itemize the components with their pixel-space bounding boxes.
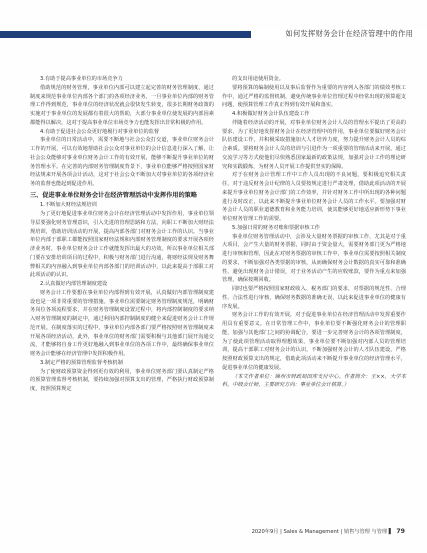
paragraph: 对于在财务会计管理工作中工作人员出现的不良问题，要积极追究相关责任，对于违反财务会计纪律的人员要按规定进行严肃处理，借助此项活动的开展来提升事业单位财务会计部门的工作效率，并针对财务工作中所出现的各种问题进行及时改正，以此来不断提升事业单位财务会计人员的工作水平。要加强对财务会计人员的职业道德教育和业务能力培训，使其能够更好地适应新形势下事业单位财务管理工作的需要。 [222, 172, 406, 222]
paragraph: 为了使财政预算资金得到更有效的利用，事业单位财务部门要认真制定严格的预算管理监督考核机制，要持续加强对预算支出的管理，严格执行财政预算制度，按照预算规定 [30, 368, 214, 392]
footer-journal-cn: 销售与管理 [343, 529, 370, 535]
section-heading: 三、促进事业单位财务会计在经济管理活动中发挥作用的策略 [30, 191, 198, 199]
paragraph: 的支出用途使用资金。 [232, 76, 284, 82]
right-column [222, 75, 406, 390]
page-number: 79 [396, 528, 405, 535]
paragraph: 3.有助于提高事业单位的市场竞争力 [40, 76, 123, 82]
paragraph: 同时也要严格按照国家财政收入、税务部门的要求，对票据的规范性、合理性、合法性进行审核，确保财务数据的准确无误，以此来促进事业单位的健康有序发展。 [222, 286, 406, 310]
running-title: 如何发挥财务会计在经济管理中的作用 [285, 29, 413, 38]
left-column [30, 75, 214, 394]
paragraph: 4.积极做好财务会计队伍建设工作 [232, 111, 310, 117]
paragraph: 要将预算的编制使用以及事后监督作为重要的内容列入各部门的绩效考核工作中，通过严格的监督机制，避免传统事业单位管理过程中经常出现的预算超支问题，使预算管理工作真正得到有效开展和落实。 [222, 84, 406, 109]
paragraph: 5.加强日常的财务对账和票据审核工作 [232, 224, 320, 231]
paragraph: 为了更好地促进事业单位财务会计在经济管理活动中发挥作用，事业单位领导层要强化财务管理意识，引入先进的管理思路和方法，向职工不断加大财经法规培训，借助培训活动的开展，提高内部各部门对财务会计工作的认识。当事业单位内部于部职工都能按照国家财经法规和内部财务管理制度的要求开展各项经济业务时，事业单位财务会计工作就能发挥出最大的功效。所以事业单位相关部门要在安排培训项目的过程中，积极与财务部门进行沟通，将财经法规及财务舞弊相关的内容融入到事业单位内部各部门的培训活动中，以此来提高于部职工对此项活动的认识。 [30, 211, 214, 279]
page-header [0, 0, 427, 46]
paragraph: 借助规范的财务管理，事业单位内部可以建立起完善的财务管理制度，通过制度来规范事业单位内部各个部门的各项经济业务，一旦事业单位内部的财务管理工作得到规范，事业单位的经济状况就会很快发生转变，很多长期财务政策的实施对于事业单位的发展都有着很大的帮助，大部分事业单位使发展的内部因素都能得以解决，这对于提高事业单位市场竞争力也能发挥出非常积极的作用。 [30, 84, 214, 126]
footer-issue: 2020年9月 [251, 529, 279, 535]
paragraph: 伴随着经济活动的开展，对事业单位财务会计人员的管理水平提出了更高的要求，为了更好地发挥财务会计在经济管理中的作用，事业单位要做好财务会计队伍建设工作，并积极采取措施加大人才培养力度，努力提升财务会计人员的综合素质。要将财务会计人员的培训与引进作为一项重要的管理活动来开展，通过交流学习等方式使他们尽快熟悉国家最新的政策法规，加强对会计工作的理论研究和实践锻炼，为财务人员开展工作提供坚实的保障。 [222, 119, 406, 170]
paragraph: 财务会计工作的有效开展，对于促进事业单位在经济管理活动中发挥重要作用具有重要意义。在日常管理工作中，事业单位要不断强化财务会计的管理职能，加强与其他部门之间的协调配合，要进一步完善财务会计的各项管理制度，为了使此项管理活动取得理想效果，事业单位要不断加强对内部人员的管理培训，提高干部职工对财务会计的认识，不断加强财务会计的人才队伍建设，严格按照财政预算支出的规定，借助此项活动来不断提升事业单位的经济管理水平，促进事业单位的健康发展。 [222, 312, 406, 371]
page-footer [252, 528, 405, 536]
footer-sep-2: | [340, 529, 343, 535]
author-note: （本文作者单位：锦州市财政局国库支付中心。作者简介：王××，大学本科，中级会计师，主要研究方向：事业单位会计核算。） [222, 373, 406, 389]
footer-sep-3: 与管理 ▌ [371, 529, 393, 535]
paragraph: 2.认真做好内部管理制度建设 [40, 281, 108, 287]
paragraph: 1.不断加大财经法规培训 [40, 202, 97, 209]
footer-sep-1: | [280, 529, 282, 535]
paragraph: 4.有助于促进社会公众更好地履行对事业单位的监督 [40, 128, 160, 135]
paragraph: 事业单位的日常活动中，需要不断地与社会公众打交道，事业单位财务会计工作的开展，可以有效地帮助社会公众对事业单位的会计信息进行深入了解，让社会公众能够对事业单位财务会计工作的有效开展，能够不断提升事业单位的财务管理水平。在完善的内部财务管理制度背景下，事业单位能够严格按照国家财经法规来开展各项会计活动，这对于社会公众不断加大对事业单位的各项经济业务的监督也能起到促进作用。 [30, 137, 214, 187]
paragraph: 事业单位财务管理活动中，会涉及大量财务票据的审核工作，尤其是对于重大项目，会产生大量的财务票据，同时由于资金量大，需要财务部门更为严格地进行审核和管理，因此在对财务票据的审核工作中，事业单位需要按照相关制度的要求，不断加强对各类票据的审核，从而确保财务会计数据的真实可靠和准确性，避免出现财务会计错误，对于业务活动产生的应收账款，要作为重点来加强管理，确保按期回收。 [222, 233, 406, 284]
footer-journal: Sales & Management [283, 529, 339, 535]
paragraph: 3.制定严格的预算管理监督考核机制 [40, 359, 123, 366]
paragraph: 财务会计工作要想在事业单位内部得到有效开展，认真做好内部管理制度建设也是一项非常重要的管理措施。事业单位需要制定财务管理制度规范，明确财务岗位各项流程要求，并在财务管理制度设置过程中，将内部控制制度的要求纳入财务管理制度的制定中，通过利用内部控制制度的健全来促进财务会计工作规范开展。在制度落实的过程中，事业单位内部各部门要严格按照财务管理制度来开展各项经济活动，此外，事业单位的财务部门需要积极与其他部门展开沟通交流，才能够将自身工作更好地融入到事业单位的各项工作中，最终确保事业单位财务会计能够在经济管理中发挥积极作用。 [30, 289, 214, 357]
